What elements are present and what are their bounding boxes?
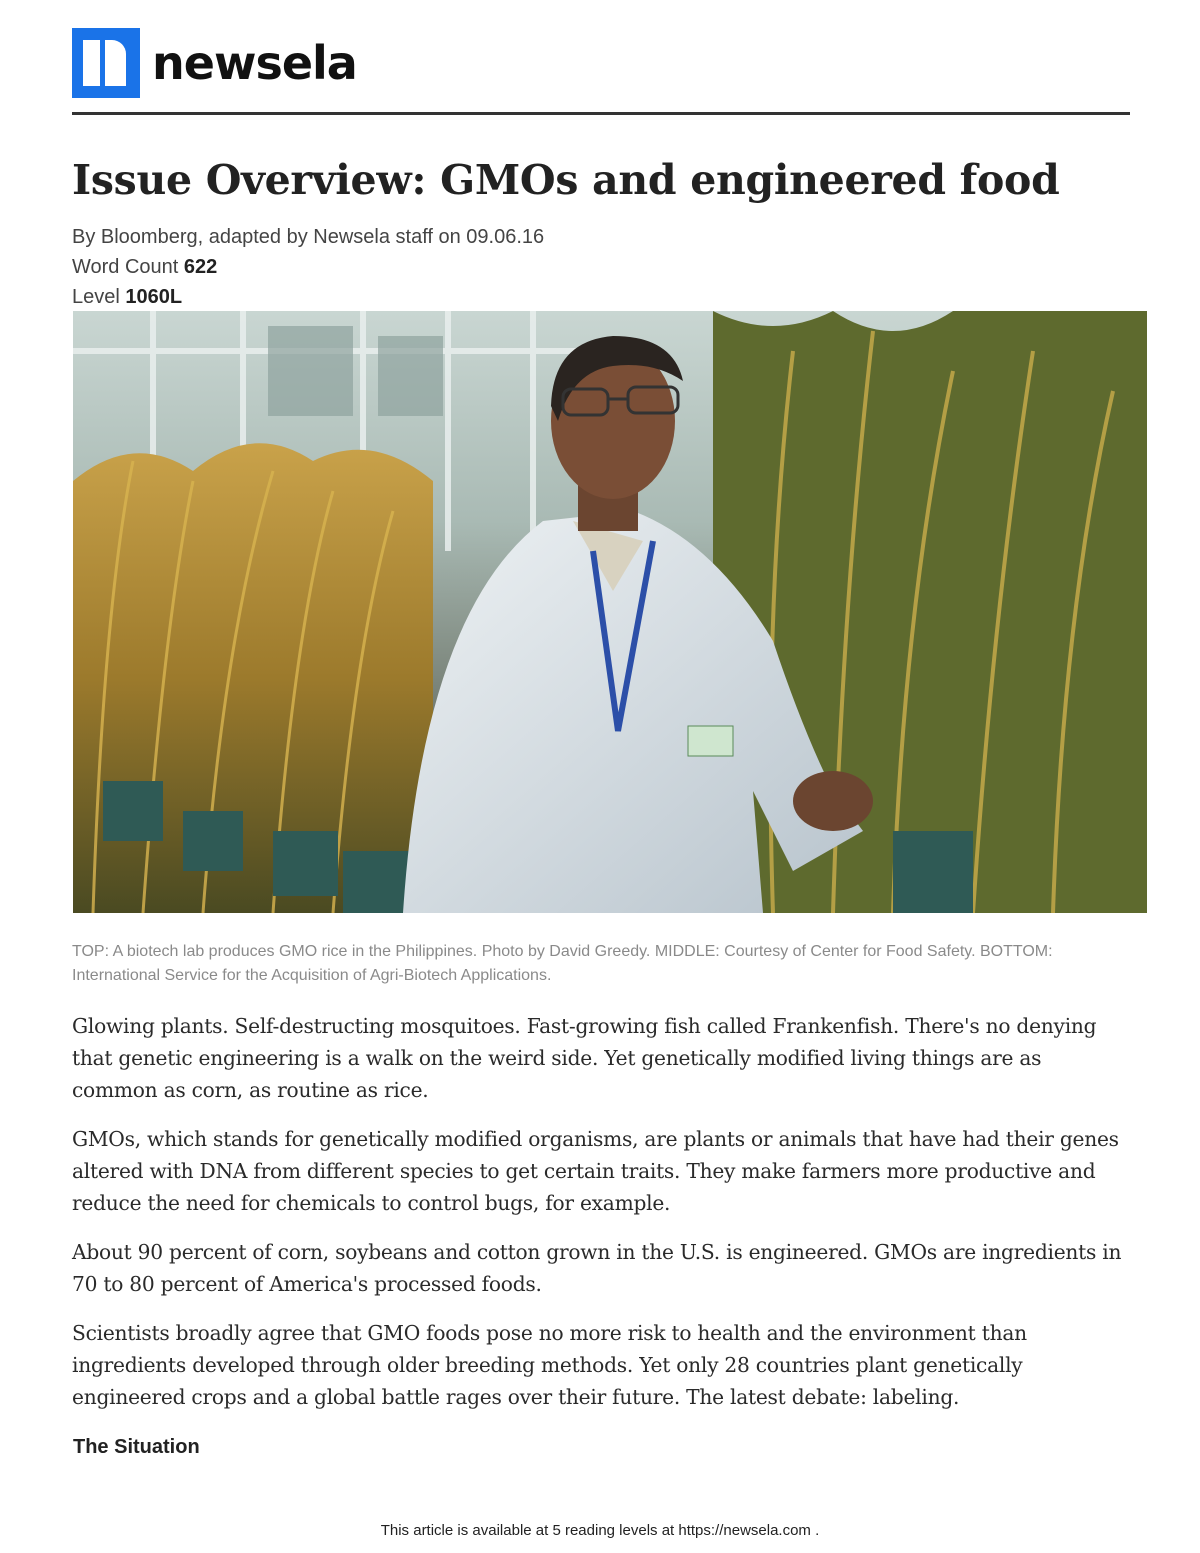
paragraph: About 90 percent of corn, soybeans and cotton grown in the U.S. is engineered. GMOs are ingredients in 70 to 80 percent of America's processed foods. (72, 1240, 1122, 1296)
article-meta (72, 222, 544, 312)
section-heading: The Situation (73, 1436, 200, 1458)
level-value: 1060L (125, 286, 183, 308)
reading-level (72, 282, 544, 312)
paragraph: Scientists broadly agree that GMO foods pose no more risk to health and the environment than ingredients developed through older breeding methods. Yet only 28 countries plant genetically engineered crops and a global battle rages over their future. The latest debate: labeling. (72, 1321, 1027, 1409)
article-body (72, 1010, 1132, 1430)
article-photo (73, 311, 1147, 913)
newsela-logo[interactable] (72, 28, 357, 98)
level-label: Level (72, 286, 120, 308)
word-count-label: Word Count (72, 256, 179, 278)
newsela-logo-icon (72, 28, 140, 98)
photo-caption: TOP: A biotech lab produces GMO rice in the Philippines. Photo by David Greedy. MIDDLE: Courtesy of Center for Food Safety. BOTTOM: International Service for the Acquisition of Agri-Biotech Applications. (72, 943, 1053, 984)
byline: By Bloomberg, adapted by Newsela staff on 09.06.16 (72, 226, 545, 248)
header-divider (72, 112, 1130, 115)
word-count (72, 252, 544, 282)
paragraph: Glowing plants. Self-destructing mosquitoes. Fast-growing fish called Frankenfish. There's no denying that genetic engineering is a walk on the weird side. Yet genetically modified living things are as common as corn, as routine as rice. (72, 1014, 1097, 1102)
logo-wordmark: newsela (152, 36, 357, 90)
paragraph: GMOs, which stands for genetically modified organisms, are plants or animals that have had their genes altered with DNA from different species to get certain traits. They make farmers more productive and reduce the need for chemicals to control bugs, for example. (72, 1127, 1119, 1215)
footer-note: This article is available at 5 reading levels at https://newsela.com . (380, 1522, 820, 1539)
word-count-value: 622 (183, 256, 218, 278)
article-title: Issue Overview: GMOs and engineered food (72, 156, 1060, 204)
